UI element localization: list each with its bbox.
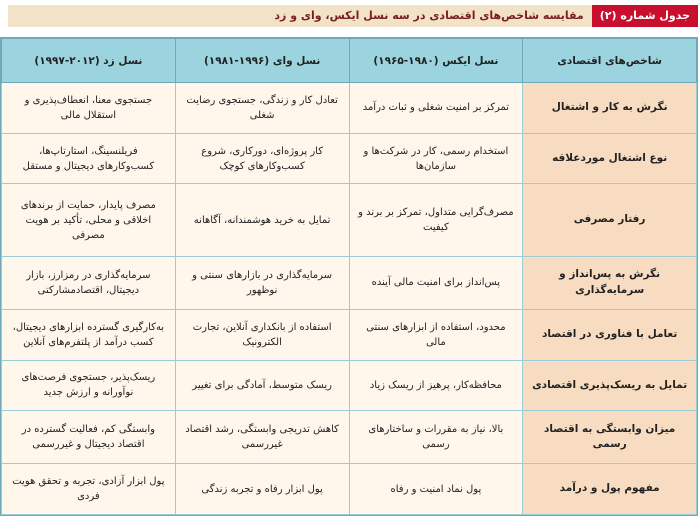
cell-gen-x: بالا، نیاز به مقررات و ساختارهای رسمی xyxy=(349,411,523,464)
cell-gen-y: استفاده از بانکداری آنلاین، تجارت الکترونیک xyxy=(175,309,349,360)
row-indicator: مفهوم پول و درآمد xyxy=(523,464,697,515)
cell-gen-y: تمایل به خرید هوشمندانه، آگاهانه xyxy=(175,184,349,256)
row-indicator: نگرش به کار و اشتغال xyxy=(523,83,697,134)
table-row xyxy=(2,411,697,464)
cell-gen-x: مصرف‌گرایی متداول، تمرکز بر برند و کیفیت xyxy=(349,184,523,256)
cell-gen-z: سرمایه‌گذاری در رمزارز، بازار دیجیتال، اقتصادمشارکتی xyxy=(2,256,176,309)
table-row xyxy=(2,309,697,360)
row-indicator: نوع اشتغال موردعلاقه xyxy=(523,133,697,184)
comparison-table-container xyxy=(0,37,698,516)
cell-gen-x: پس‌انداز برای امنیت مالی آینده xyxy=(349,256,523,309)
cell-gen-y: ریسک متوسط، آمادگی برای تغییر xyxy=(175,360,349,411)
cell-gen-y: کاهش تدریجی وابستگی، رشد اقتصاد غیررسمی xyxy=(175,411,349,464)
row-indicator: تعامل با فناوری در اقتصاد xyxy=(523,309,697,360)
cell-gen-x: پول نماد امنیت و رفاه xyxy=(349,464,523,515)
table-caption xyxy=(8,5,698,27)
cell-gen-x: استخدام رسمی، کار در شرکت‌ها و سازمان‌ها xyxy=(349,133,523,184)
header-gen-z: نسل زد (۲۰۱۲-۱۹۹۷) xyxy=(2,39,176,83)
cell-gen-y: پول ابزار رفاه و تجربه زندگی xyxy=(175,464,349,515)
table-row xyxy=(2,256,697,309)
cell-gen-z: فریلنسینگ، استارتاپ‌ها، کسب‌وکارهای دیجیتال و مستقل xyxy=(2,133,176,184)
row-indicator: تمایل به ریسک‌پذیری اقتصادی xyxy=(523,360,697,411)
cell-gen-y: تعادل کار و زندگی، جستجوی رضایت شغلی xyxy=(175,83,349,134)
comparison-table xyxy=(1,38,697,515)
cell-gen-x: تمرکز بر امنیت شغلی و ثبات درآمد xyxy=(349,83,523,134)
header-gen-x: نسل ایکس (۱۹۸۰-۱۹۶۵) xyxy=(349,39,523,83)
table-row xyxy=(2,133,697,184)
cell-gen-y: کار پروژه‌ای، دورکاری، شروع کسب‌وکارهای کوچک xyxy=(175,133,349,184)
cell-gen-x: محدود، استفاده از ابزارهای سنتی مالی xyxy=(349,309,523,360)
cell-gen-z: مصرف پایدار، حمایت از برندهای اخلاقی و محلی، تأکید بر هویت مصرفی xyxy=(2,184,176,256)
table-row xyxy=(2,464,697,515)
cell-gen-z: پول ابزار آزادی، تجربه و تحقق هویت فردی xyxy=(2,464,176,515)
table-row xyxy=(2,360,697,411)
table-number-label: جدول شماره (۲) xyxy=(592,5,698,27)
row-indicator: رفتار مصرفی xyxy=(523,184,697,256)
table-row xyxy=(2,83,697,134)
cell-gen-z: ریسک‌پذیر، جستجوی فرصت‌های نوآورانه و ارزش جدید xyxy=(2,360,176,411)
table-row xyxy=(2,184,697,256)
cell-gen-z: جستجوی معنا، انعطاف‌پذیری و استقلال مالی xyxy=(2,83,176,134)
header-row xyxy=(2,39,697,83)
header-gen-y: نسل وای (۱۹۹۶-۱۹۸۱) xyxy=(175,39,349,83)
row-indicator: میزان وابستگی به اقتصاد رسمی xyxy=(523,411,697,464)
cell-gen-x: محافظه‌کار، پرهیز از ریسک زیاد xyxy=(349,360,523,411)
cell-gen-z: وابستگی کم، فعالیت گسترده در اقتصاد دیجیتال و غیررسمی xyxy=(2,411,176,464)
table-title: مقایسه شاخص‌های اقتصادی در سه نسل ایکس، وای و زد xyxy=(8,5,592,27)
cell-gen-z: به‌کارگیری گسترده ابزارهای دیجیتال، کسب درآمد از پلتفرم‌های آنلاین xyxy=(2,309,176,360)
header-indicator: شاخص‌های اقتصادی xyxy=(523,39,697,83)
cell-gen-y: سرمایه‌گذاری در بازارهای سنتی و نوظهور xyxy=(175,256,349,309)
row-indicator: نگرش به پس‌انداز و سرمایه‌گذاری xyxy=(523,256,697,309)
